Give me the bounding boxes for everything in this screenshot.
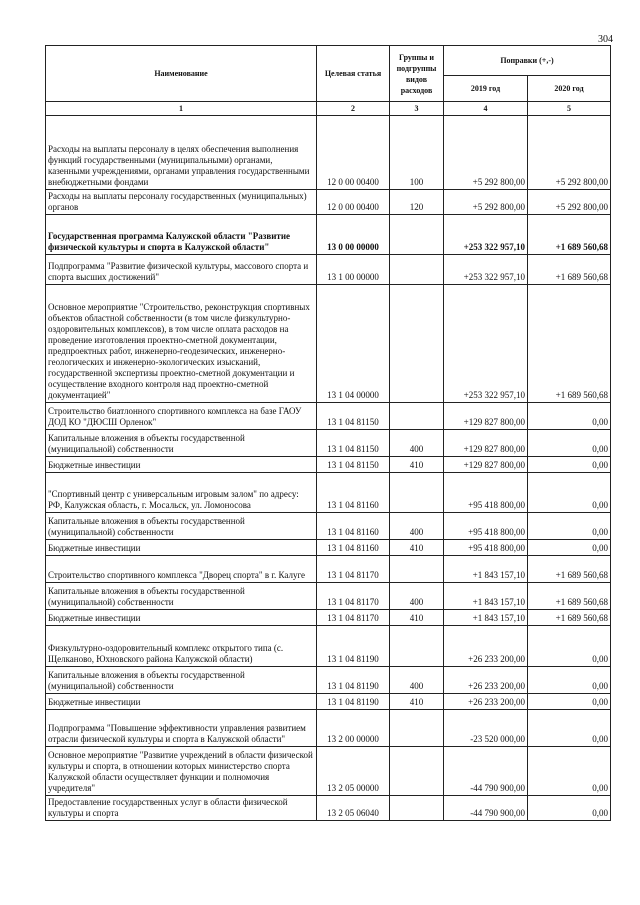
- row-name: Подпрограмма "Развитие физической культуры, массового спорта и спорта высших достижений": [46, 255, 317, 285]
- row-amount-2020: +5 292 800,00: [528, 116, 611, 190]
- row-target-article: 13 2 05 06040: [317, 796, 390, 821]
- table-row: [46, 215, 611, 255]
- row-amount-2020: +1 689 560,68: [528, 285, 611, 403]
- row-name: Капитальные вложения в объекты государственной (муниципальной) собственности: [46, 583, 317, 610]
- table-row: [46, 473, 611, 513]
- column-index: 1: [46, 102, 317, 116]
- row-expense-group: [390, 215, 444, 255]
- table-row: [46, 667, 611, 694]
- row-amount-2020: +1 689 560,68: [528, 583, 611, 610]
- row-amount-2019: +95 418 800,00: [444, 513, 528, 540]
- row-expense-group: [390, 285, 444, 403]
- column-index: 5: [528, 102, 611, 116]
- row-name: Капитальные вложения в объекты государственной (муниципальной) собственности: [46, 430, 317, 457]
- row-target-article: 13 1 04 81150: [317, 430, 390, 457]
- row-amount-2019: +253 322 957,10: [444, 215, 528, 255]
- header-target-article: Целевая статья: [317, 46, 390, 102]
- row-expense-group: [390, 255, 444, 285]
- table-row: [46, 540, 611, 556]
- row-name: Государственная программа Калужской области "Развитие физической культуры и спорта в Калужской области": [46, 215, 317, 255]
- header-year-2020: 2020 год: [528, 76, 611, 102]
- row-name: Расходы на выплаты персоналу государственных (муниципальных) органов: [46, 190, 317, 215]
- row-amount-2019: +1 843 157,10: [444, 583, 528, 610]
- row-target-article: 13 1 04 81150: [317, 457, 390, 473]
- row-amount-2019: +1 843 157,10: [444, 610, 528, 626]
- row-expense-group: 410: [390, 610, 444, 626]
- row-target-article: 13 1 04 81150: [317, 403, 390, 430]
- row-amount-2019: +26 233 200,00: [444, 694, 528, 710]
- row-amount-2020: 0,00: [528, 747, 611, 796]
- row-amount-2019: -23 520 000,00: [444, 710, 528, 747]
- table-row: [46, 626, 611, 667]
- row-amount-2020: +1 689 560,68: [528, 215, 611, 255]
- row-expense-group: 410: [390, 694, 444, 710]
- row-amount-2019: +129 827 800,00: [444, 457, 528, 473]
- row-target-article: 13 2 00 00000: [317, 710, 390, 747]
- row-name: Физкультурно-оздоровительный комплекс открытого типа (с. Щелканово, Юхновского района Калужской области): [46, 626, 317, 667]
- row-expense-group: [390, 403, 444, 430]
- page-number: 304: [598, 34, 613, 45]
- budget-amendments-table: [45, 45, 611, 821]
- row-amount-2020: +1 689 560,68: [528, 255, 611, 285]
- row-amount-2020: +1 689 560,68: [528, 610, 611, 626]
- row-amount-2020: 0,00: [528, 540, 611, 556]
- row-amount-2019: +5 292 800,00: [444, 116, 528, 190]
- row-target-article: 13 0 00 00000: [317, 215, 390, 255]
- table-row: [46, 710, 611, 747]
- row-amount-2019: -44 790 900,00: [444, 747, 528, 796]
- table-row: [46, 285, 611, 403]
- table-body: [46, 116, 611, 821]
- table-row: [46, 610, 611, 626]
- table-row: [46, 747, 611, 796]
- table-row: [46, 403, 611, 430]
- row-target-article: 13 1 04 81160: [317, 473, 390, 513]
- header-year-2019: 2019 год: [444, 76, 528, 102]
- row-amount-2019: -44 790 900,00: [444, 796, 528, 821]
- table-row: [46, 457, 611, 473]
- row-name: Бюджетные инвестиции: [46, 540, 317, 556]
- row-amount-2020: 0,00: [528, 473, 611, 513]
- row-target-article: 12 0 00 00400: [317, 116, 390, 190]
- column-index: 3: [390, 102, 444, 116]
- row-name: Основное мероприятие "Развитие учреждений в области физической культуры и спорта, в отношении которых министерство спорта Калужской области осуществляет функции и полномочия учредителя": [46, 747, 317, 796]
- row-amount-2020: 0,00: [528, 403, 611, 430]
- table-row: [46, 190, 611, 215]
- row-amount-2020: 0,00: [528, 457, 611, 473]
- row-expense-group: 120: [390, 190, 444, 215]
- row-amount-2019: +129 827 800,00: [444, 430, 528, 457]
- row-target-article: 13 1 00 00000: [317, 255, 390, 285]
- header-expense-groups: Группы и подгруппы видов расходов: [390, 46, 444, 102]
- table-row: [46, 556, 611, 583]
- table-row: [46, 116, 611, 190]
- row-expense-group: 410: [390, 540, 444, 556]
- column-index: 2: [317, 102, 390, 116]
- row-amount-2019: +5 292 800,00: [444, 190, 528, 215]
- row-name: "Спортивный центр с универсальным игровым залом" по адресу: РФ, Калужская область, г. Мосальск, ул. Ломоносова: [46, 473, 317, 513]
- row-amount-2020: +1 689 560,68: [528, 556, 611, 583]
- row-name: Бюджетные инвестиции: [46, 694, 317, 710]
- row-target-article: 13 1 04 81170: [317, 610, 390, 626]
- row-target-article: 13 1 04 81190: [317, 667, 390, 694]
- row-name: Бюджетные инвестиции: [46, 610, 317, 626]
- row-amount-2020: 0,00: [528, 710, 611, 747]
- header-amendments: Поправки (+,-): [444, 46, 611, 76]
- row-expense-group: 400: [390, 667, 444, 694]
- row-target-article: 12 0 00 00400: [317, 190, 390, 215]
- row-amount-2020: +5 292 800,00: [528, 190, 611, 215]
- row-amount-2019: +95 418 800,00: [444, 473, 528, 513]
- row-name: Основное мероприятие "Строительство, реконструкция спортивных объектов областной собственности (в том числе физкультурно-оздоровительных комплексов), в том числе оплата расходов на проведение изготовления проектно-сметной документации, предпроектных работ, инженерно-геодезических, инженерно-геологических и инженерно-экологических изысканий, государственной экспертизы проектно-сметной документации и осуществление входного контроля над проектно-сметной документацией": [46, 285, 317, 403]
- row-target-article: 13 2 05 00000: [317, 747, 390, 796]
- row-name: Подпрограмма "Повышение эффективности управления развитием отрасли физической культуры и спорта в Калужской области": [46, 710, 317, 747]
- row-name: Предоставление государственных услуг в области физической культуры и спорта: [46, 796, 317, 821]
- row-expense-group: [390, 710, 444, 747]
- row-amount-2019: +95 418 800,00: [444, 540, 528, 556]
- table-row: [46, 694, 611, 710]
- row-amount-2020: 0,00: [528, 694, 611, 710]
- row-amount-2019: +26 233 200,00: [444, 626, 528, 667]
- table-row: [46, 583, 611, 610]
- row-expense-group: [390, 556, 444, 583]
- row-amount-2019: +26 233 200,00: [444, 667, 528, 694]
- row-expense-group: [390, 796, 444, 821]
- row-amount-2019: +1 843 157,10: [444, 556, 528, 583]
- row-name: Бюджетные инвестиции: [46, 457, 317, 473]
- row-target-article: 13 1 04 81190: [317, 694, 390, 710]
- row-amount-2020: 0,00: [528, 430, 611, 457]
- row-amount-2020: 0,00: [528, 513, 611, 540]
- row-expense-group: 400: [390, 513, 444, 540]
- row-expense-group: [390, 747, 444, 796]
- row-amount-2019: +253 322 957,10: [444, 285, 528, 403]
- row-name: Расходы на выплаты персоналу в целях обеспечения выполнения функций государственными (муниципальными) органами, казенными учреждениями, органами управления государственными внебюджетными фондами: [46, 116, 317, 190]
- row-amount-2019: +253 322 957,10: [444, 255, 528, 285]
- row-target-article: 13 1 04 81160: [317, 513, 390, 540]
- row-target-article: 13 1 04 81190: [317, 626, 390, 667]
- row-target-article: 13 1 04 81170: [317, 556, 390, 583]
- row-expense-group: [390, 626, 444, 667]
- row-target-article: 13 1 04 00000: [317, 285, 390, 403]
- row-amount-2020: 0,00: [528, 626, 611, 667]
- row-amount-2020: 0,00: [528, 796, 611, 821]
- row-expense-group: 410: [390, 457, 444, 473]
- row-expense-group: [390, 473, 444, 513]
- row-expense-group: 400: [390, 583, 444, 610]
- row-target-article: 13 1 04 81160: [317, 540, 390, 556]
- header-name: Наименование: [46, 46, 317, 102]
- row-target-article: 13 1 04 81170: [317, 583, 390, 610]
- table-row: [46, 255, 611, 285]
- column-index: 4: [444, 102, 528, 116]
- row-name: Капитальные вложения в объекты государственной (муниципальной) собственности: [46, 513, 317, 540]
- row-name: Строительство спортивного комплекса "Дворец спорта" в г. Калуге: [46, 556, 317, 583]
- row-expense-group: 100: [390, 116, 444, 190]
- row-amount-2019: +129 827 800,00: [444, 403, 528, 430]
- row-amount-2020: 0,00: [528, 667, 611, 694]
- row-expense-group: 400: [390, 430, 444, 457]
- table-row: [46, 513, 611, 540]
- row-name: Строительство биатлонного спортивного комплекса на базе ГАОУ ДОД КО "ДЮСШ Орленок": [46, 403, 317, 430]
- table-row: [46, 430, 611, 457]
- row-name: Капитальные вложения в объекты государственной (муниципальной) собственности: [46, 667, 317, 694]
- table-row: [46, 796, 611, 821]
